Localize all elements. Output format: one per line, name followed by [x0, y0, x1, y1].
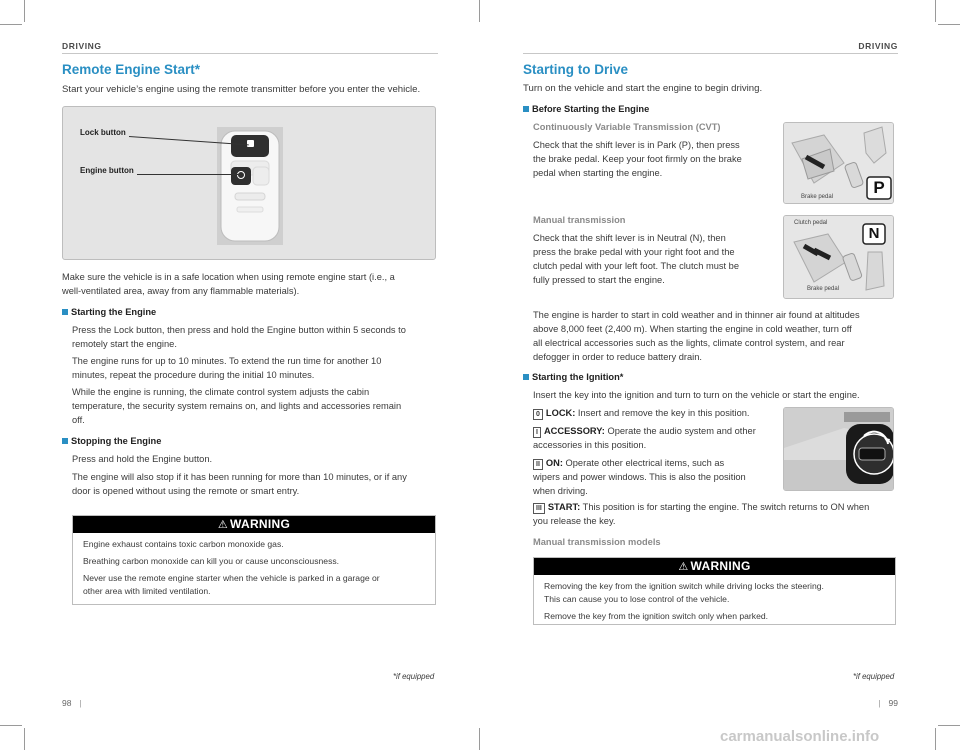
bullet-square-icon [62, 309, 68, 315]
warning-text: Engine exhaust contains toxic carbon monoxide gas. Breathing carbon monoxide can kill you or cause unconsciousness. Never use the remote engine starter when the vehicle is parked in a garage or other area with limited ventilation. [83, 539, 380, 596]
page-number: 98 | [62, 698, 82, 708]
cold-weather-text: The engine is harder to start in cold weather and in thinner air found at altitudes above 8,000 feet (2,400 m). When starting the engine in cold weather, turn off all electrical accessories such as the lights, climate control system, and rear defogger in order to reduce battery drain. [533, 310, 860, 362]
manual-models-heading: Manual transmission models [533, 537, 661, 547]
starting-paragraph-2: The engine runs for up to 10 minutes. To extend the run time for another 10 minutes, repeat the procedure during the initial 10 minutes. [72, 356, 382, 380]
intro-text: Start your vehicle’s engine using the remote transmitter before you enter the vehicle. [62, 84, 421, 95]
park-letter: P [873, 178, 885, 197]
ignition-switch-illustration [784, 408, 894, 491]
intro-text: Turn on the vehicle and start the engine to begin driving. [523, 83, 763, 94]
bullet-square-icon [523, 106, 529, 112]
safe-location-text: Make sure the vehicle is in a safe location when using remote engine start (i.e., a well-ventilated area, away from any flammable materials). [62, 272, 395, 296]
starting-ignition-heading: Starting the Ignition* [523, 372, 623, 382]
watermark: carmanualsonline.info [720, 728, 880, 745]
stopping-paragraph-1: Press and hold the Engine button. [72, 454, 213, 464]
warning-triangle-icon: ⚠ [678, 561, 689, 573]
warning-box [533, 557, 896, 625]
engine-button-callout: Engine button [80, 166, 134, 175]
page-title: Starting to Drive [523, 62, 629, 77]
warning-bar: ⚠ WARNING [73, 516, 435, 533]
bullet-square-icon [62, 438, 68, 444]
on-position-text: II ON: Operate other electrical items, such as wipers and power windows. This is also the position when driving. [533, 458, 746, 496]
start-position-text: III START: This position is for starting the engine. The switch returns to ON when you release the key. [533, 502, 870, 526]
page-99 [480, 0, 960, 750]
warning-box [72, 515, 436, 605]
header-rule [62, 53, 438, 54]
section-header: DRIVING [858, 41, 898, 51]
remote-transmitter-figure [62, 106, 436, 260]
stopping-paragraph-2: The engine will also stop if it has been running for more than 10 minutes, or if any door is opened without using the remote or smart entry. [72, 472, 407, 496]
section-header: DRIVING [62, 41, 102, 51]
stopping-engine-heading: Stopping the Engine [62, 436, 161, 446]
footnote: *if equipped [393, 672, 435, 681]
accessory-position-text: I ACCESSORY: Operate the audio system and other accessories in this position. [533, 426, 756, 450]
header-rule [523, 53, 898, 54]
warning-triangle-icon: ⚠ [217, 519, 229, 531]
ignition-intro: Insert the key into the ignition and turn to turn on the vehicle or start the engine. [533, 390, 860, 400]
starting-paragraph-3: While the engine is running, the climate control system adjusts the cabin temperature, the security system remains on, and lights and accessories remain off. [72, 387, 402, 425]
cvt-figure [783, 122, 894, 204]
ignition-figure [783, 407, 894, 491]
warning-text: Removing the key from the ignition switch while driving locks the steering. This can cause you to lose control of the vehicle. Remove the key from the ignition switch only when parked. [544, 581, 824, 621]
cvt-brake-label: Brake pedal [801, 194, 834, 200]
manual-text: Check that the shift lever is in Neutral (N), then press the brake pedal with your right foot and the clutch pedal with your left foot. The clutch must be fully pressed to start the engine. [533, 233, 740, 285]
lock-position-text: 0 LOCK: Insert and remove the key in this position. [533, 406, 750, 420]
bullet-square-icon [523, 374, 529, 380]
footnote: *if equipped [853, 672, 895, 681]
page-number: | 99 [878, 698, 898, 708]
manual-figure [783, 215, 894, 299]
lock-button-callout: Lock button [80, 128, 126, 137]
engine-leader-line [137, 174, 239, 175]
before-starting-heading: Before Starting the Engine [523, 104, 649, 114]
page-title: Remote Engine Start* [62, 62, 201, 77]
starting-paragraph-1: Press the Lock button, then press and hold the Engine button within 5 seconds to remotely start the engine. [72, 325, 406, 349]
cvt-text: Check that the shift lever is in Park (P), then press the brake pedal. Keep your foot firmly on the brake pedal when starting the engine. [533, 140, 742, 178]
manual-heading: Manual transmission [533, 215, 626, 225]
manual-brake-label: Brake pedal [807, 286, 840, 292]
clutch-pedal-label: Clutch pedal [794, 220, 828, 226]
cvt-heading: Continuously Variable Transmission (CVT) [533, 122, 721, 132]
starting-engine-heading: Starting the Engine [62, 307, 156, 317]
neutral-letter: N [868, 225, 880, 242]
warning-bar: ⚠ WARNING [534, 558, 895, 575]
